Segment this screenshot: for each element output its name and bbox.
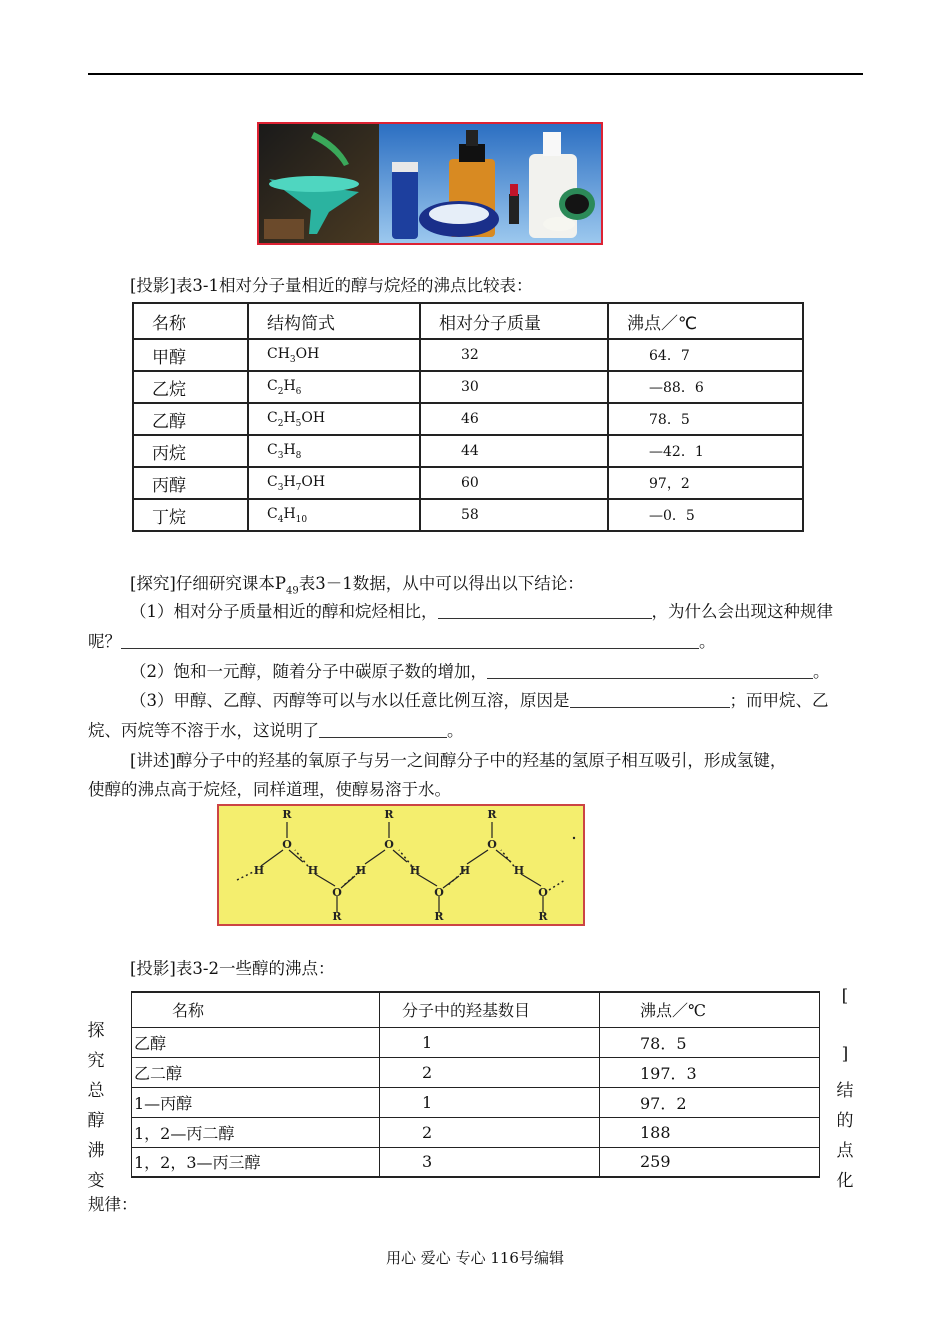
cell-name: 丙醇 <box>133 467 248 499</box>
cell-mass: 44 <box>420 435 608 467</box>
boiling-point-table-1 <box>132 302 804 532</box>
diagram-atom-label: O <box>282 838 292 851</box>
diagram-atom-label: H <box>459 864 471 877</box>
boiling-point-table-2 <box>131 991 820 1178</box>
header-name: 名称 <box>132 992 380 1027</box>
table-row <box>133 403 803 435</box>
page-footer: 用心 爱心 专心 116号编辑 <box>386 1249 564 1267</box>
cell-oh-count: 2 <box>380 1057 600 1087</box>
conclusion-2: （2）饱和一元醇，随着分子中碳原子数的增加， 。 <box>130 662 830 681</box>
header-oh-count: 分子中的羟基数目 <box>380 992 600 1027</box>
vertical-char: ] <box>841 1044 849 1064</box>
cell-formula: $C_3H_7OH$ <box>248 467 420 499</box>
table-row <box>133 371 803 403</box>
table-row <box>132 1117 820 1147</box>
diagram-atom-label: O <box>538 886 548 899</box>
vertical-char: 变 <box>87 1171 105 1191</box>
blank-4[interactable] <box>570 691 730 708</box>
table-row <box>132 1027 820 1057</box>
diagram-atom-label: H <box>513 864 525 877</box>
cell-name: 丙烷 <box>133 435 248 467</box>
vertical-char: [ <box>841 986 849 1006</box>
hydrogen-bond-diagram <box>217 804 585 926</box>
cell-bp: 97，2 <box>608 467 803 499</box>
diagram-atom-label: O <box>487 838 497 851</box>
table-header-row <box>133 303 803 339</box>
diagram-atom-label: R <box>434 910 444 923</box>
conclusion-1: （1）相对分子质量相近的醇和烷烃相比， ，为什么会出现这种规律 <box>130 602 833 621</box>
left-bottom-text: 规律： <box>88 1195 138 1214</box>
vertical-char: 的 <box>836 1111 854 1131</box>
cell-mass: 58 <box>420 499 608 531</box>
blank-1[interactable] <box>438 602 652 619</box>
vertical-char: 醇 <box>87 1111 105 1131</box>
vertical-char: 化 <box>836 1171 854 1191</box>
header-name: 名称 <box>133 303 248 339</box>
table-row <box>133 339 803 371</box>
vertical-char: 结 <box>836 1081 854 1101</box>
table-row <box>133 435 803 467</box>
header-bp: 沸点／℃ <box>608 303 803 339</box>
header-bp: 沸点／℃ <box>600 992 820 1027</box>
diagram-atom-label: H <box>409 864 421 877</box>
cell-name: 乙醇 <box>132 1027 380 1057</box>
cell-name: 甲醇 <box>133 339 248 371</box>
cell-bp: 197．3 <box>600 1057 820 1087</box>
vertical-char: 总 <box>87 1081 105 1101</box>
header-rule <box>88 73 863 75</box>
header-formula: 结构简式 <box>248 303 420 339</box>
cell-formula: $C_2H_6$ <box>248 371 420 403</box>
header-mass: 相对分子质量 <box>420 303 608 339</box>
cell-formula: $C_2H_5OH$ <box>248 403 420 435</box>
diagram-atom-label: R <box>487 808 497 821</box>
cell-mass: 30 <box>420 371 608 403</box>
diagram-atom-label: R <box>538 910 548 923</box>
table-row <box>133 499 803 531</box>
vertical-char: 点 <box>836 1141 854 1161</box>
cell-formula: $CH_3OH$ <box>248 339 420 371</box>
diagram-atom-label: H <box>355 864 367 877</box>
diagram-atom-label: O <box>384 838 394 851</box>
cell-bp: 78．5 <box>600 1027 820 1057</box>
explore-line: [探究]仔细研究课本$P_{49}$表3－1数据，从中可以得出以下结论： <box>130 574 584 597</box>
table-header-row <box>132 992 820 1027</box>
cell-name: 乙烷 <box>133 371 248 403</box>
diagram-atom-label: H <box>253 864 265 877</box>
cell-name: 乙醇 <box>133 403 248 435</box>
conclusion-3: （3）甲醇、乙醇、丙醇等可以与水以任意比例互溶，原因是 ；而甲烷、乙 <box>130 691 829 710</box>
diagram-atom-label: H <box>307 864 319 877</box>
projection-1-caption: [投影]表3-1相对分子量相近的醇与烷烃的沸点比较表： <box>130 276 533 295</box>
cell-oh-count: 2 <box>380 1117 600 1147</box>
diagram-atom-label: O <box>434 886 444 899</box>
cell-bp: —42．1 <box>608 435 803 467</box>
cell-name: 1，2—丙二醇 <box>132 1117 380 1147</box>
diagram-atom-label: R <box>332 910 342 923</box>
blank-2[interactable] <box>121 632 699 649</box>
vertical-char: 探 <box>87 1021 105 1041</box>
cell-name: 1—丙醇 <box>132 1087 380 1117</box>
blank-5[interactable] <box>319 721 447 738</box>
table-row <box>133 467 803 499</box>
cell-bp: —88．6 <box>608 371 803 403</box>
cell-oh-count: 3 <box>380 1147 600 1177</box>
cell-bp: 64．7 <box>608 339 803 371</box>
cell-bp: —0．5 <box>608 499 803 531</box>
conclusion-1-cont: 呢？ 。 <box>88 632 716 651</box>
cell-name: 1，2，3—丙三醇 <box>132 1147 380 1177</box>
cell-oh-count: 1 <box>380 1027 600 1057</box>
cell-bp: 259 <box>600 1147 820 1177</box>
cell-mass: 60 <box>420 467 608 499</box>
cell-bp: 97．2 <box>600 1087 820 1117</box>
vertical-char: 究 <box>87 1051 105 1071</box>
cell-name: 乙二醇 <box>132 1057 380 1087</box>
diagram-atom-label: R <box>384 808 394 821</box>
cell-mass: 46 <box>420 403 608 435</box>
projection-2-caption: [投影]表3-2一些醇的沸点： <box>130 959 335 978</box>
blank-3[interactable] <box>487 662 813 679</box>
lecture-line-1: [讲述]醇分子中的羟基的氧原子与另一之间醇分子中的羟基的氢原子相互吸引，形成氢键， <box>130 751 787 770</box>
table-row <box>132 1087 820 1117</box>
vertical-char: 沸 <box>87 1141 105 1161</box>
cell-bp: 188 <box>600 1117 820 1147</box>
cell-formula: $C_4H_{10}$ <box>248 499 420 531</box>
lecture-line-2: 使醇的沸点高于烷烃，同样道理，使醇易溶于水。 <box>88 780 451 799</box>
table-row <box>132 1147 820 1177</box>
table-row <box>132 1057 820 1087</box>
cell-formula: $C_3H_8$ <box>248 435 420 467</box>
conclusion-3-cont: 烷、丙烷等不溶于水，这说明了 。 <box>88 721 464 740</box>
cell-mass: 32 <box>420 339 608 371</box>
cell-name: 丁烷 <box>133 499 248 531</box>
cell-oh-count: 1 <box>380 1087 600 1117</box>
diagram-atom-label: R <box>282 808 292 821</box>
cell-bp: 78．5 <box>608 403 803 435</box>
diagram-atom-label: O <box>332 886 342 899</box>
cosmetics-photo <box>257 122 603 245</box>
